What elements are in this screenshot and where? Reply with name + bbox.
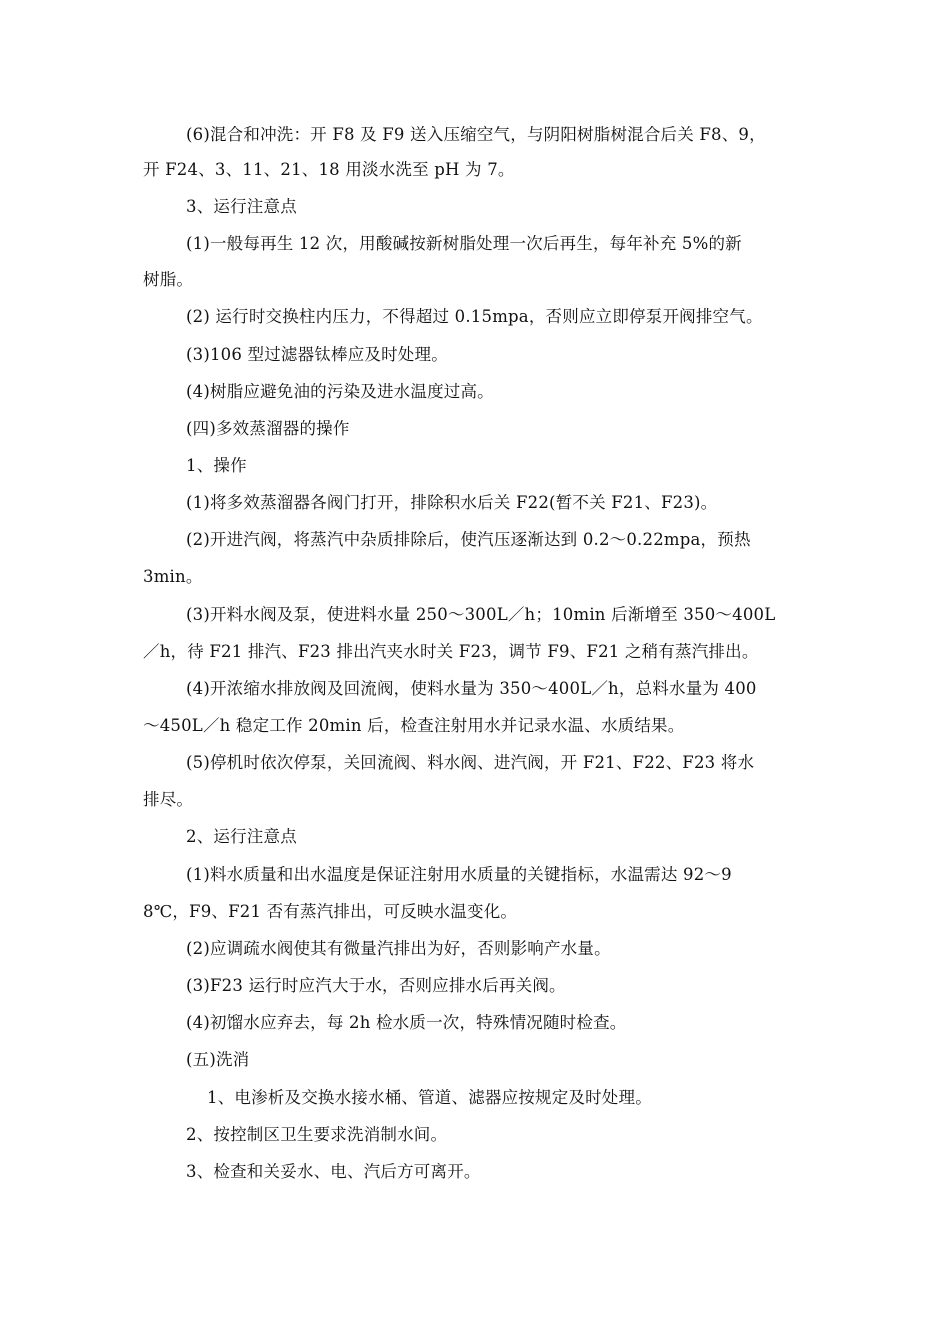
text-line: (6)混合和冲洗：开 F8 及 F9 送入压缩空气，与阴阳树脂树混合后关 F8、9， <box>186 125 766 144</box>
section-heading: 2、运行注意点 <box>186 827 297 846</box>
text-line: (3)开料水阀及泵，使进料水量 250～300L／h；10min 后渐增至 350～400L <box>186 605 776 624</box>
text-line: 8℃，F9、F21 否有蒸汽排出，可反映水温变化。 <box>143 902 518 921</box>
text-line: (2)开进汽阀，将蒸汽中杂质排除后，使汽压逐渐达到 0.2～0.22mpa，预热 <box>186 530 751 549</box>
text-line: (4)初馏水应弃去，每 2h 检水质一次，特殊情况随时检查。 <box>186 1013 627 1032</box>
text-line: 1、电渗析及交换水接水桶、管道、滤器应按规定及时处理。 <box>207 1088 652 1107</box>
text-line: 排尽。 <box>143 790 194 809</box>
text-line: (4)开浓缩水排放阀及回流阀，使料水量为 350～400L／h，总料水量为 400 <box>186 679 757 698</box>
section-heading: 1、操作 <box>186 456 247 475</box>
text-line: (5)停机时依次停泵，关回流阀、料水阀、进汽阀，开 F21、F22、F23 将水 <box>186 753 755 772</box>
text-line: 3min。 <box>143 567 203 586</box>
text-line: (2)应调疏水阀使其有微量汽排出为好，否则影响产水量。 <box>186 939 611 958</box>
text-line: (1)料水质量和出水温度是保证注射用水质量的关键指标，水温需达 92～9 <box>186 865 732 884</box>
text-line: 树脂。 <box>143 270 194 289</box>
text-line: (3)106 型过滤器钛棒应及时处理。 <box>186 345 448 364</box>
text-line: 开 F24、3、11、21、18 用淡水洗至 pH 为 7。 <box>143 160 515 179</box>
section-heading: (四)多效蒸溜器的操作 <box>186 419 350 438</box>
text-line: (4)树脂应避免油的污染及进水温度过高。 <box>186 382 494 401</box>
text-line: (1)一般每再生 12 次，用酸碱按新树脂处理一次后再生，每年补充 5%的新 <box>186 234 742 253</box>
text-line: 2、按控制区卫生要求洗消制水间。 <box>186 1125 448 1144</box>
text-line: (3)F23 运行时应汽大于水，否则应排水后再关阀。 <box>186 976 566 995</box>
text-line: ／h，待 F21 排汽、F23 排出汽夹水时关 F23，调节 F9、F21 之稍有蒸汽排出。 <box>143 642 759 661</box>
text-line: 3、检查和关妥水、电、汽后方可离开。 <box>186 1162 481 1181</box>
text-line: ～450L／h 稳定工作 20min 后，检查注射用水并记录水温、水质结果。 <box>143 716 685 735</box>
section-heading: 3、运行注意点 <box>186 197 297 216</box>
text-line: (2) 运行时交换柱内压力，不得超过 0.15mpa，否则应立即停泵开阀排空气。 <box>186 307 763 326</box>
section-heading: (五)洗消 <box>186 1050 250 1069</box>
text-line: (1)将多效蒸溜器各阀门打开，排除积水后关 F22(暂不关 F21、F23)。 <box>186 493 718 512</box>
